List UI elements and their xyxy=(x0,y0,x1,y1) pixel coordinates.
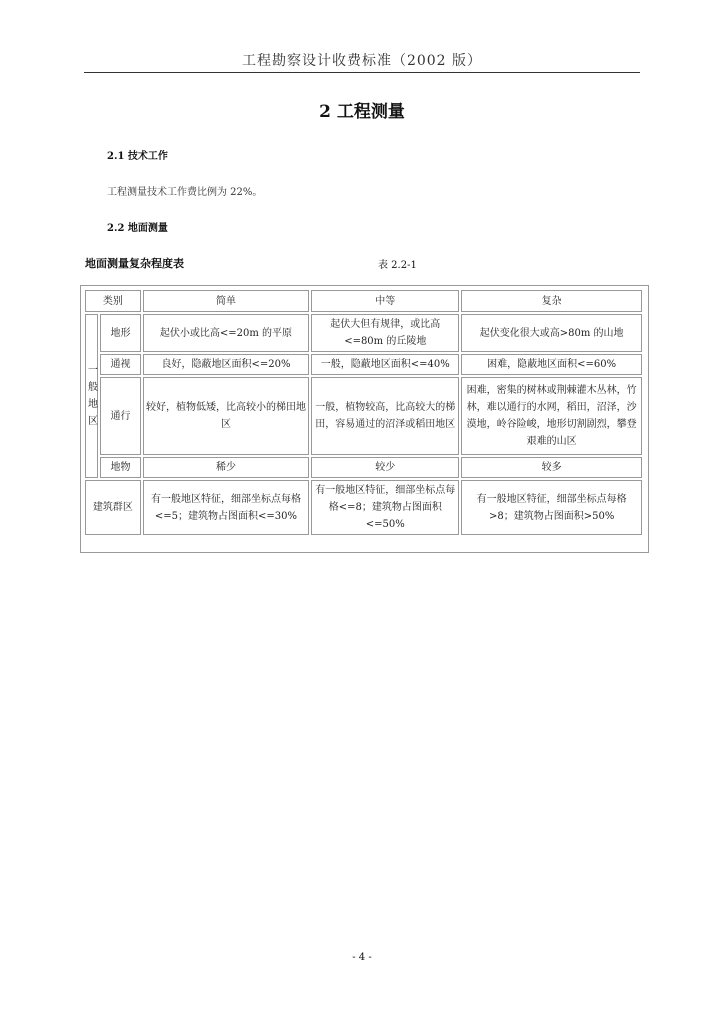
section-2-1-text: 工程测量技术工作费比例为 22%。 xyxy=(107,187,263,198)
general-area-char: 一 xyxy=(88,365,98,376)
chapter-title: 2 工程测量 xyxy=(319,102,405,122)
table-title: 地面测量复杂程度表 xyxy=(85,257,184,270)
table-number: 表 2.2-1 xyxy=(378,260,417,271)
cell-features-complex: 较多 xyxy=(461,457,642,478)
row-label-building-area: 建筑群区 xyxy=(85,480,141,535)
cell-features-medium: 较少 xyxy=(311,457,459,478)
cell-passability-complex: 困难，密集的树林或荆棘灌木丛林，竹林，难以通行的水网，稻田，沼泽，沙漠地，岭谷险峻，地形切割剧烈，攀登艰难的山区 xyxy=(461,377,642,455)
table-header-row xyxy=(85,290,642,312)
header-simple: 简单 xyxy=(143,290,309,312)
table-row xyxy=(85,354,642,375)
table-row xyxy=(85,377,642,455)
cell-building-simple: 有一般地区特征，细部坐标点每格<=5；建筑物占图面积<=30% xyxy=(143,480,309,535)
table-row xyxy=(85,314,642,352)
cell-building-complex: 有一般地区特征，细部坐标点每格>8；建筑物占图面积>50% xyxy=(461,480,642,535)
row-label-terrain: 地形 xyxy=(100,314,141,352)
header-rule xyxy=(84,72,640,73)
cell-terrain-complex: 起伏变化很大或高>80m 的山地 xyxy=(461,314,642,352)
page-number: - 4 - xyxy=(352,952,372,963)
cell-terrain-simple: 起伏小或比高<=20m 的平原 xyxy=(143,314,309,352)
complexity-table xyxy=(83,288,644,537)
cell-features-simple: 稀少 xyxy=(143,457,309,478)
cell-visibility-medium: 一般，隐蔽地区面积<=40% xyxy=(311,354,459,375)
general-area-char: 般 xyxy=(88,382,98,393)
row-label-visibility: 通视 xyxy=(100,354,141,375)
header-complex: 复杂 xyxy=(461,290,642,312)
table-row xyxy=(85,457,642,478)
row-label-features: 地物 xyxy=(100,457,141,478)
cell-visibility-complex: 困难，隐蔽地区面积<=60% xyxy=(461,354,642,375)
cell-terrain-medium: 起伏大但有规律，或比高<=80m 的丘陵地 xyxy=(311,314,459,352)
running-header: 工程勘察设计收费标准（2002 版） xyxy=(241,53,483,69)
general-area-label xyxy=(85,314,98,478)
section-2-2-heading: 2.2 地面测量 xyxy=(107,223,168,234)
header-category: 类别 xyxy=(85,290,141,312)
section-2-1-heading: 2.1 技术工作 xyxy=(107,151,168,162)
cell-passability-medium: 一般，植物较高，比高较大的梯田，容易通过的沼泽或稻田地区 xyxy=(311,377,459,455)
row-label-passability: 通行 xyxy=(100,377,141,455)
general-area-char: 区 xyxy=(88,416,98,427)
cell-passability-simple: 较好，植物低矮，比高较小的梯田地区 xyxy=(143,377,309,455)
cell-building-medium: 有一般地区特征，细部坐标点每格<=8；建筑物占图面积<=50% xyxy=(311,480,459,535)
general-area-char: 地 xyxy=(88,399,98,410)
table-row xyxy=(85,480,642,535)
cell-visibility-simple: 良好，隐蔽地区面积<=20% xyxy=(143,354,309,375)
header-medium: 中等 xyxy=(311,290,459,312)
